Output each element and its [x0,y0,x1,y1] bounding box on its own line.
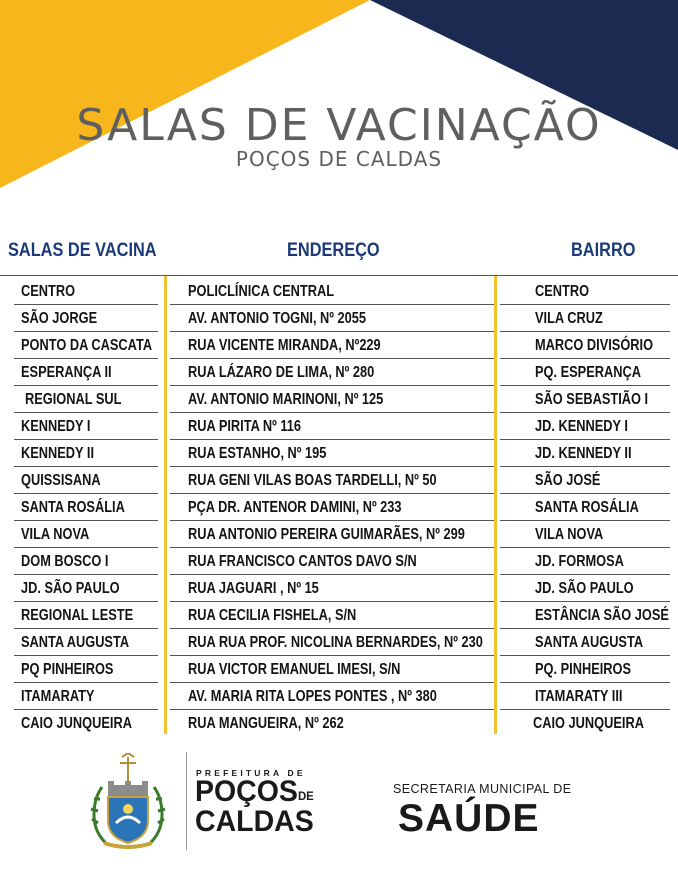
table-top-rule [0,275,678,276]
cell-endereco: RUA MANGUEIRA, Nº 262 [188,715,344,732]
cell-endereco: RUA RUA PROF. NICOLINA BERNARDES, Nº 230 [188,634,483,651]
cell-sala: CENTRO [21,283,76,300]
cell-sala: KENNEDY II [21,445,95,462]
table-row [0,386,678,413]
cell-endereco: RUA ESTANHO, Nº 195 [188,445,327,462]
table-row [0,683,678,710]
cell-sala: PONTO DA CASCATA [21,337,153,354]
column-header-endereco: ENDEREÇO [287,240,380,261]
secretaria-label: SECRETARIA MUNICIPAL DE [393,782,572,796]
cell-sala: KENNEDY I [21,418,91,435]
footer-divider [186,752,187,850]
cell-sala: SANTA AUGUSTA [21,634,130,651]
cell-endereco: RUA JAGUARI , Nº 15 [188,580,319,597]
cell-endereco: RUA VICTOR EMANUEL IMESI, S/N [188,661,401,678]
cell-endereco: RUA FRANCISCO CANTOS DAVO S/N [188,553,417,570]
table-row [0,440,678,467]
table-row [0,494,678,521]
table-row [0,548,678,575]
cell-sala: DOM BOSCO I [21,553,109,570]
table-row [0,710,678,737]
table-row [0,602,678,629]
cell-sala: JD. SÃO PAULO [21,580,120,597]
cell-sala: REGIONAL SUL [25,391,122,408]
cell-endereco: AV. ANTONIO TOGNI, Nº 2055 [188,310,366,327]
cell-bairro: VILA NOVA [535,526,604,543]
cell-sala: REGIONAL LESTE [21,607,134,624]
table-row [0,359,678,386]
cell-bairro: PQ. PINHEIROS [535,661,632,678]
cell-bairro: JD. KENNEDY II [535,445,632,462]
cell-bairro: SANTA AUGUSTA [535,634,644,651]
cell-endereco: RUA VICENTE MIRANDA, Nº229 [188,337,381,354]
prefeitura-line1: POÇOS [195,775,298,808]
cell-bairro: SÃO SEBASTIÃO I [535,391,649,408]
cell-sala: ESPERANÇA II [21,364,112,381]
table-row [0,629,678,656]
page-subtitle: POÇOS DE CALDAS [235,147,443,171]
cell-endereco: AV. MARIA RITA LOPES PONTES , Nº 380 [188,688,437,705]
cell-bairro: VILA CRUZ [535,310,603,327]
city-crest-icon [88,753,168,853]
cell-bairro: ESTÂNCIA SÃO JOSÉ [535,607,669,624]
cell-sala: PQ PINHEIROS [21,661,114,678]
table-row [0,305,678,332]
cell-bairro: SANTA ROSÁLIA [535,499,639,516]
table-row [0,656,678,683]
cell-bairro: CAIO JUNQUEIRA [533,715,644,732]
cell-sala: VILA NOVA [21,526,90,543]
cell-endereco: AV. ANTONIO MARINONI, Nº 125 [188,391,384,408]
cell-bairro: JD. FORMOSA [535,553,624,570]
cell-endereco: RUA ANTONIO PEREIRA GUIMARÃES, Nº 299 [188,526,465,543]
table-row [0,575,678,602]
prefeitura-logo-text [195,775,314,838]
cell-endereco: RUA PIRITA Nº 116 [188,418,302,435]
table-row [0,278,678,305]
cell-sala: QUISSISANA [21,472,101,489]
table-row [0,521,678,548]
prefeitura-line2: CALDAS [195,805,314,838]
cell-bairro: JD. KENNEDY I [535,418,628,435]
cell-bairro: PQ. ESPERANÇA [535,364,641,381]
cell-endereco: RUA LÁZARO DE LIMA, Nº 280 [188,364,375,381]
column-header-bairro: BAIRRO [571,240,636,261]
cell-bairro: SÃO JOSÉ [535,472,601,489]
cell-bairro: CENTRO [535,283,590,300]
table-row [0,413,678,440]
cell-bairro: MARCO DIVISÓRIO [535,337,654,354]
cell-sala: ITAMARATY [21,688,95,705]
cell-sala: SANTA ROSÁLIA [21,499,125,516]
cell-endereco: POLICLÍNICA CENTRAL [188,283,335,300]
cell-endereco: RUA CECILIA FISHELA, S/N [188,607,357,624]
page-title: SALAS DE VACINAÇÃO [76,100,602,151]
prefeitura-de: DE [297,789,314,803]
cell-sala: CAIO JUNQUEIRA [21,715,132,732]
cell-sala: SÃO JORGE [21,310,98,327]
table-row [0,332,678,359]
cell-endereco: RUA GENI VILAS BOAS TARDELLI, Nº 50 [188,472,437,489]
prefeitura-label: PREFEITURA DE [196,768,306,778]
column-header-salas: SALAS DE VACINA [8,240,157,261]
table-row [0,467,678,494]
cell-endereco: PÇA DR. ANTENOR DAMINI, Nº 233 [188,499,402,516]
cell-bairro: JD. SÃO PAULO [535,580,634,597]
cell-bairro: ITAMARATY III [535,688,623,705]
secretaria-saude: SAÚDE [398,797,540,840]
